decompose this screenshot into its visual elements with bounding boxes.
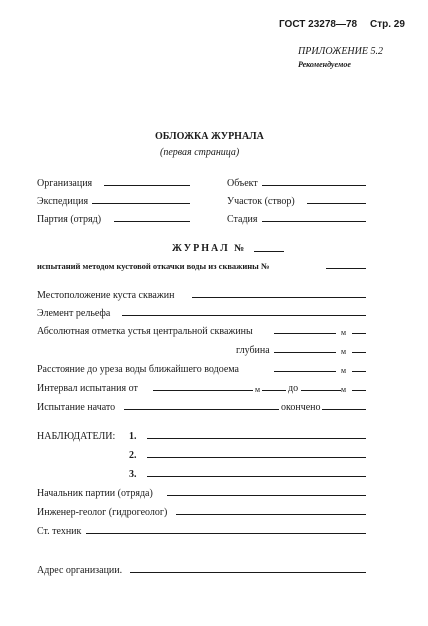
address-label: Адрес организации.: [37, 565, 123, 576]
line-mark: [274, 333, 336, 334]
header-standard: ГОСТ 23278—78: [279, 19, 358, 30]
line-interval-to: [301, 390, 341, 391]
observer-number-3: 3.: [129, 469, 137, 480]
appendix-subtitle: Рекомендуемое: [298, 60, 351, 69]
journal-subtitle: испытаний методом кустовой откачки воды из скважины №: [37, 261, 270, 271]
unit-interval-from: м: [255, 385, 261, 394]
cover-subtitle: (первая страница): [160, 147, 240, 158]
observer-line-3: [147, 476, 366, 477]
label-distance: Расстояние до уреза воды ближайшего водоема: [37, 364, 239, 375]
unit-interval-to: м: [341, 385, 347, 394]
field-line-expedition: [92, 203, 190, 204]
address-line: [130, 572, 366, 573]
label-start: Испытание начато: [37, 402, 116, 413]
line-depth-tail: [352, 352, 366, 353]
unit-distance: м: [341, 366, 347, 375]
field-line-section: [307, 203, 366, 204]
observer-number-2: 2.: [129, 450, 137, 461]
signature-line-technician: [86, 533, 366, 534]
label-depth: глубина: [236, 345, 270, 356]
observer-number-1: 1.: [129, 431, 137, 442]
signature-line-party-head: [167, 495, 366, 496]
line-depth: [274, 352, 336, 353]
label-interval-from: Интервал испытания от: [37, 383, 138, 394]
journal-number-line: [254, 251, 284, 252]
cover-title: ОБЛОЖКА ЖУРНАЛА: [155, 131, 264, 142]
signature-label-geologist: Инженер-геолог (гидрогеолог): [37, 507, 168, 518]
observers-label: НАБЛЮДАТЕЛИ:: [37, 431, 116, 442]
field-line-organization: [104, 185, 190, 186]
observer-line-2: [147, 457, 366, 458]
unit-depth: м: [341, 347, 347, 356]
line-mark-tail: [352, 333, 366, 334]
field-label-object: Объект: [227, 178, 258, 189]
line-distance: [274, 371, 336, 372]
label-interval-to: до: [288, 383, 299, 394]
label-location: Местоположение куста скважин: [37, 290, 175, 301]
field-label-party: Партия (отряд): [37, 214, 102, 225]
field-label-stage: Стадия: [227, 214, 258, 225]
field-label-section: Участок (створ): [227, 196, 295, 207]
label-relief: Элемент рельефа: [37, 308, 111, 319]
field-line-stage: [262, 221, 366, 222]
unit-mark: м: [341, 328, 347, 337]
field-label-expedition: Экспедиция: [37, 196, 89, 207]
line-interval-tail: [352, 390, 366, 391]
line-distance-tail: [352, 371, 366, 372]
field-line-party: [114, 221, 190, 222]
line-location: [192, 297, 366, 298]
field-line-object: [262, 185, 366, 186]
signature-label-technician: Ст. техник: [37, 526, 82, 537]
well-number-line: [326, 268, 366, 269]
label-end: окончено: [281, 402, 321, 413]
field-label-organization: Организация: [37, 178, 93, 189]
line-interval-from: [153, 390, 253, 391]
signature-line-geologist: [176, 514, 366, 515]
line-start: [124, 409, 279, 410]
label-mark: Абсолютная отметка устья центральной скважины: [37, 326, 253, 337]
signature-label-party-head: Начальник партии (отряда): [37, 488, 153, 499]
line-end: [322, 409, 366, 410]
journal-title: ЖУРНАЛ №: [172, 243, 247, 254]
header-page: Стр. 29: [370, 19, 405, 30]
observer-line-1: [147, 438, 366, 439]
line-relief: [122, 315, 366, 316]
line-interval-mid: [262, 390, 286, 391]
appendix-title: ПРИЛОЖЕНИЕ 5.2: [298, 46, 383, 57]
